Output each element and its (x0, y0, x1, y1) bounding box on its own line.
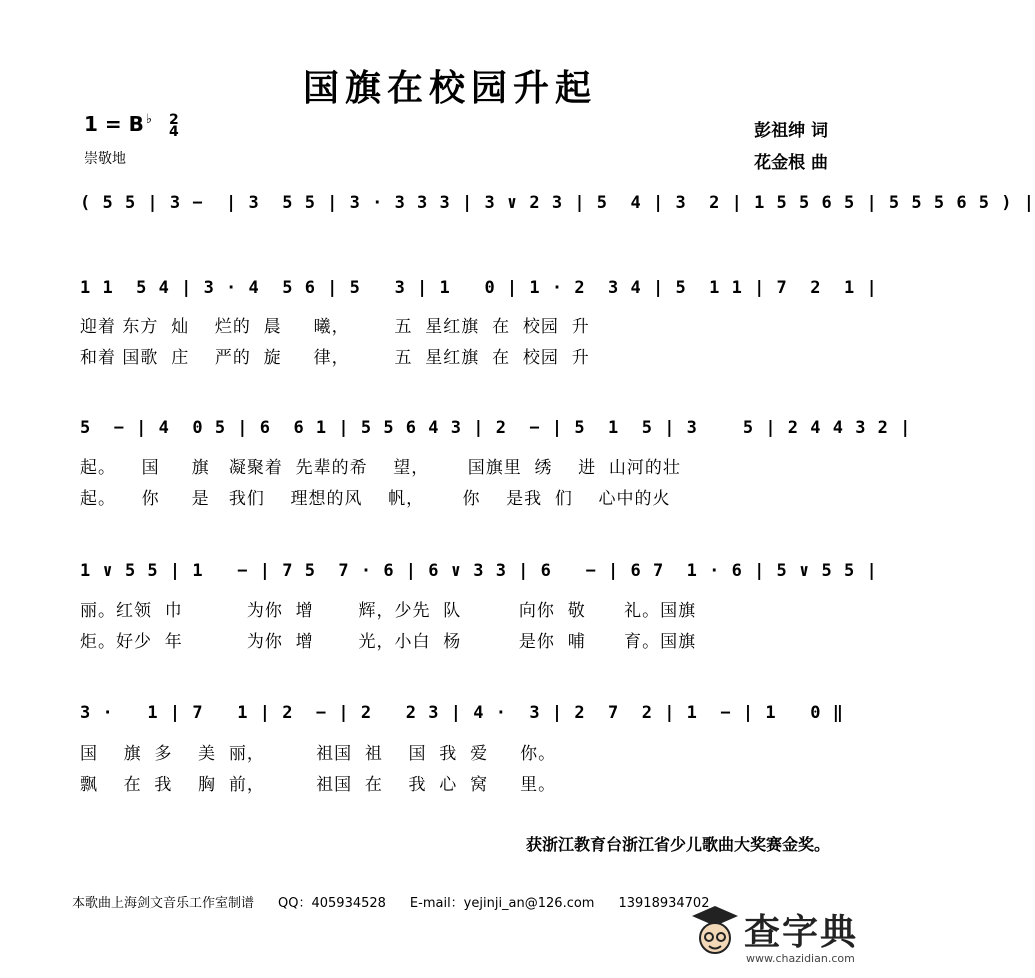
award-note: 获浙江教育台浙江省少儿歌曲大奖赛金奖。 (525, 835, 830, 854)
meter-top: 2 (168, 111, 179, 128)
score-line-1 (80, 185, 1035, 225)
tempo-marking: 崇敬地 (84, 151, 126, 167)
watermark-url: www.chazidian.com (746, 952, 855, 965)
lyric-line-2-verse-1: 迎着 东方 灿 烂的 晨 曦， 五 星红旗 在 校园 升 (80, 317, 590, 337)
lyric-line-3-verse-1: 起。 国 旗 凝聚着 先辈的希 望， 国旗里 绣 进 山河的壮 (80, 458, 681, 478)
lyric-line-5-verse-2: 飘 在 我 胸 前， 祖国 在 我 心 窝 里。 (80, 775, 557, 795)
scholar-mascot-icon (690, 904, 740, 964)
time-signature (168, 111, 179, 140)
score-line-3 (80, 410, 912, 450)
score-line-5 (80, 695, 844, 735)
footer-phone: 13918934702 (618, 896, 710, 911)
notation-line-1: ( 5 5 | 3 − | 3 5 5 | 3 · 3 3 3 | 3 ∨ 2 3 | 5 4 | 3 2 | 1 5 5 6 5 | 5 5 5 6 5 ) | (80, 193, 1035, 213)
footer-credits (72, 892, 733, 911)
key-label: 1 = B (84, 112, 144, 136)
score-line-4 (80, 553, 878, 593)
footer-studio: 本歌曲上海剑文音乐工作室制谱 (72, 896, 255, 911)
footer-qq: QQ：405934528 (278, 896, 386, 911)
watermark-logo (680, 902, 890, 972)
key-signature (84, 112, 179, 138)
composer-credit: 花金根 曲 (754, 153, 828, 173)
notation-line-5: 3 · 1 | 7 1 | 2 − | 2 2 3 | 4 · 3 | 2 7 2 | 1 − | 1 0 ‖ (80, 703, 844, 723)
lyricist-credit: 彭祖绅 词 (754, 121, 828, 141)
lyric-line-4-verse-2: 炬。好少 年 为你 增 光，小白 杨 是你 哺 育。国旗 (80, 632, 697, 652)
song-title: 国旗在校园升起 (302, 67, 597, 109)
notation-line-4: 1 ∨ 5 5 | 1 − | 7 5 7 · 6 | 6 ∨ 3 3 | 6 − | 6 7 1 · 6 | 5 ∨ 5 5 | (80, 561, 878, 581)
lyric-line-5-verse-1: 国 旗 多 美 丽， 祖国 祖 国 我 爱 你。 (80, 744, 557, 764)
lyric-line-4-verse-1: 丽。红领 巾 为你 增 辉，少先 队 向你 敬 礼。国旗 (80, 601, 697, 621)
lyric-line-3-verse-2: 起。 你 是 我们 理想的风 帆， 你 是我 们 心中的火 (80, 489, 671, 509)
notation-line-2: 1 1 5 4 | 3 · 4 5 6 | 5 3 | 1 0 | 1 · 2 3 4 | 5 1 1 | 7 2 1 | (80, 278, 878, 298)
score-line-2 (80, 270, 878, 310)
meter-bottom: 4 (168, 123, 179, 140)
lyric-line-2-verse-2: 和着 国歌 庄 严的 旋 律， 五 星红旗 在 校园 升 (80, 348, 590, 368)
flat-sign-icon: ♭ (145, 112, 152, 128)
notation-line-3: 5 − | 4 0 5 | 6 6 1 | 5 5 6 4 3 | 2 − | 5 1 5 | 3 5 | 2 4 4 3 2 | (80, 418, 912, 438)
watermark-name: 查字典 (744, 912, 859, 953)
footer-email: E-mail：yejinji_an@126.com (409, 896, 595, 911)
